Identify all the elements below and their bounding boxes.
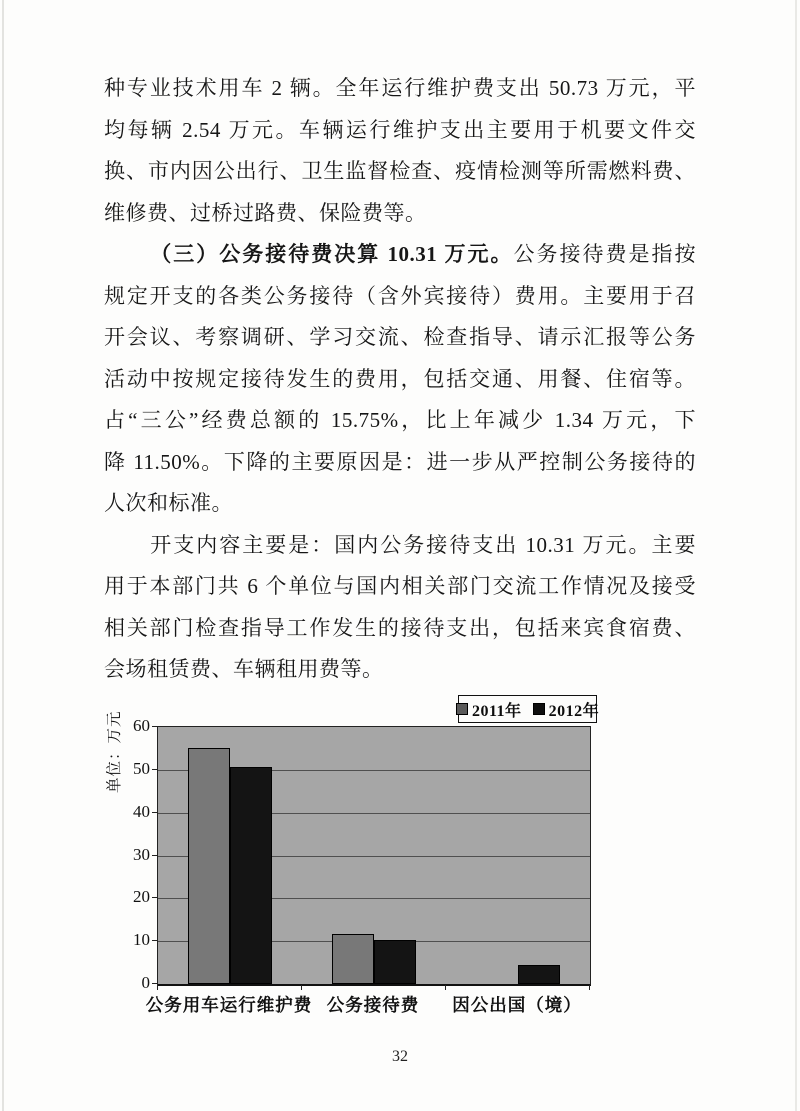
text-line: 相关部门检查指导工作发生的接待支出，包括来宾食宿费、 bbox=[104, 615, 696, 640]
x-category-label: 公务接待费 bbox=[326, 995, 420, 1015]
x-tick-mark bbox=[445, 985, 446, 990]
section-heading: （三）公务接待费决算 10.31 万元。 bbox=[150, 242, 514, 266]
text-line: 降 11.50%。下降的主要原因是：进一步从严控制公务接待的 bbox=[104, 449, 696, 474]
x-tick-mark bbox=[589, 985, 590, 990]
y-tick-mark bbox=[152, 897, 157, 898]
y-axis-unit-label: 单位：万元 bbox=[106, 710, 123, 793]
legend-label: 2012年 bbox=[548, 702, 600, 720]
text-line: 用于本部门共 6 个单位与国内相关部门交流工作情况及接受 bbox=[104, 574, 696, 598]
legend-item bbox=[456, 698, 522, 721]
bar bbox=[230, 767, 272, 984]
y-tick-label: 60 bbox=[133, 716, 150, 735]
y-tick-label: 10 bbox=[133, 930, 150, 950]
x-tick-mark bbox=[301, 985, 302, 990]
y-tick-mark bbox=[152, 855, 157, 856]
x-tick-mark bbox=[157, 985, 158, 990]
text-line: 均每辆 2.54 万元。车辆运行维护支出主要用于机要文件交 bbox=[104, 117, 696, 142]
paragraph bbox=[104, 234, 696, 525]
text-line: 种专业技术用车 2 辆。全年运行维护费支出 50.73 万元，平 bbox=[104, 76, 696, 100]
y-tick-mark bbox=[152, 983, 157, 984]
y-tick-mark bbox=[152, 812, 157, 813]
text-line: 规定开支的各类公务接待（含外宾接待）费用。主要用于召 bbox=[104, 283, 696, 308]
text-line: 人次和标准。 bbox=[104, 491, 233, 515]
text-line: 开支内容主要是：国内公务接待支出 10.31 万元。主要 bbox=[150, 532, 696, 557]
bar bbox=[518, 965, 560, 984]
text-line: 开会议、考察调研、学习交流、检查指导、请示汇报等公务 bbox=[104, 325, 696, 349]
bar bbox=[332, 934, 374, 984]
scan-edge bbox=[2, 0, 4, 1111]
chart-plot-area bbox=[157, 726, 591, 986]
bar bbox=[374, 940, 416, 984]
text-line: 占“三公”经费总额的 15.75%，比上年减少 1.34 万元，下 bbox=[104, 408, 696, 432]
text-line: 活动中按规定接待发生的费用，包括交通、用餐、住宿等。 bbox=[104, 366, 696, 391]
y-tick-mark bbox=[152, 769, 157, 770]
y-tick-label: 50 bbox=[133, 758, 150, 778]
body-text bbox=[104, 68, 696, 691]
scan-edge bbox=[795, 0, 797, 1111]
text-run: 公务接待费是指按 bbox=[513, 242, 697, 266]
legend-swatch bbox=[456, 703, 468, 715]
legend-label: 2011年 bbox=[471, 702, 522, 720]
y-tick-label: 30 bbox=[133, 844, 150, 864]
text-line: 换、市内因公出行、卫生监督检查、疫情检测等所需燃料费、 bbox=[104, 159, 696, 183]
chart-legend bbox=[458, 695, 600, 723]
paragraph bbox=[104, 68, 696, 234]
y-tick-label: 40 bbox=[133, 801, 150, 821]
page-number: 32 bbox=[392, 1048, 408, 1065]
legend-swatch bbox=[533, 703, 545, 715]
y-tick-mark bbox=[152, 726, 157, 727]
x-category-label: 因公出国（境） bbox=[452, 995, 582, 1015]
paragraph bbox=[104, 525, 696, 691]
y-tick-label: 0 bbox=[141, 973, 150, 992]
section-heading-line bbox=[104, 234, 696, 276]
y-tick-label: 20 bbox=[133, 887, 150, 907]
text-line: 维修费、过桥过路费、保险费等。 bbox=[104, 200, 427, 225]
text-line: 会场租赁费、车辆租用费等。 bbox=[104, 657, 384, 681]
bar-chart bbox=[90, 690, 630, 1030]
x-category-label: 公务用车运行维护费 bbox=[145, 995, 313, 1015]
legend-item bbox=[533, 698, 600, 721]
bar bbox=[188, 748, 230, 984]
y-tick-mark bbox=[152, 940, 157, 941]
